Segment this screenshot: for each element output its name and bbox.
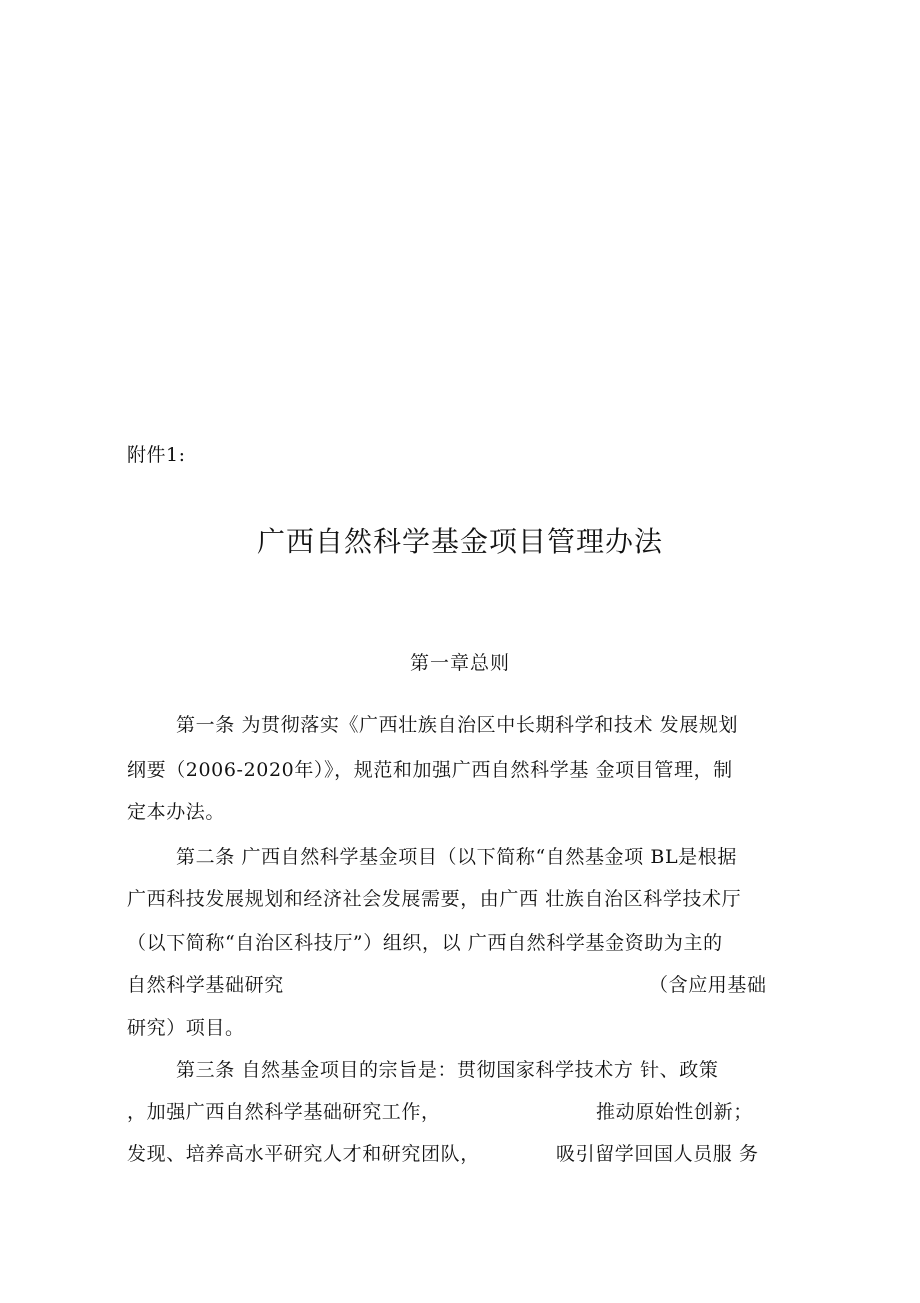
article2-line4-left: 自然科学基础研究 [127, 974, 284, 996]
attachment-label: 附件1: [127, 444, 186, 466]
article2-line2: 广西科技发展规划和经济社会发展需要，由广西 壮族自治区科学技术厅 [127, 888, 742, 910]
article2-line4-right: （含应用基础 [649, 974, 767, 996]
article2-line5: 研究）项目。 [127, 1017, 245, 1039]
article3-line2-left: ，加强广西自然科学基础研究工作， [127, 1101, 441, 1123]
article2-line3: （以下简称“自治区科技厅”）组织，以 广西自然科学基金资助为主的 [127, 932, 723, 954]
article1-line2: 纲要（2006-2020年）》，规范和加强广西自然科学基 金项目管理，制 [127, 759, 733, 781]
article3-line1: 第三条 自然基金项目的宗旨是：贯彻国家科学技术方 针、政策 [176, 1059, 719, 1081]
document-title: 广西自然科学基金项目管理办法 [256, 525, 663, 558]
article1-line1: 第一条 为贯彻落实《广西壮族自治区中长期科学和技术 发展规划 [176, 714, 739, 736]
article3-line2-right: 推动原始性创新； [596, 1101, 753, 1123]
article3-line3-right: 吸引留学回国人员服 务 [556, 1143, 759, 1165]
article1-line3: 定本办法。 [127, 801, 226, 823]
chapter-heading: 第一章总则 [409, 652, 510, 674]
article2-line1: 第二条 广西自然科学基金项目（以下简称“自然基金项 BL是根据 [176, 846, 737, 868]
article3-line3-left: 发现、培养高水平研究人才和研究团队， [127, 1143, 480, 1165]
